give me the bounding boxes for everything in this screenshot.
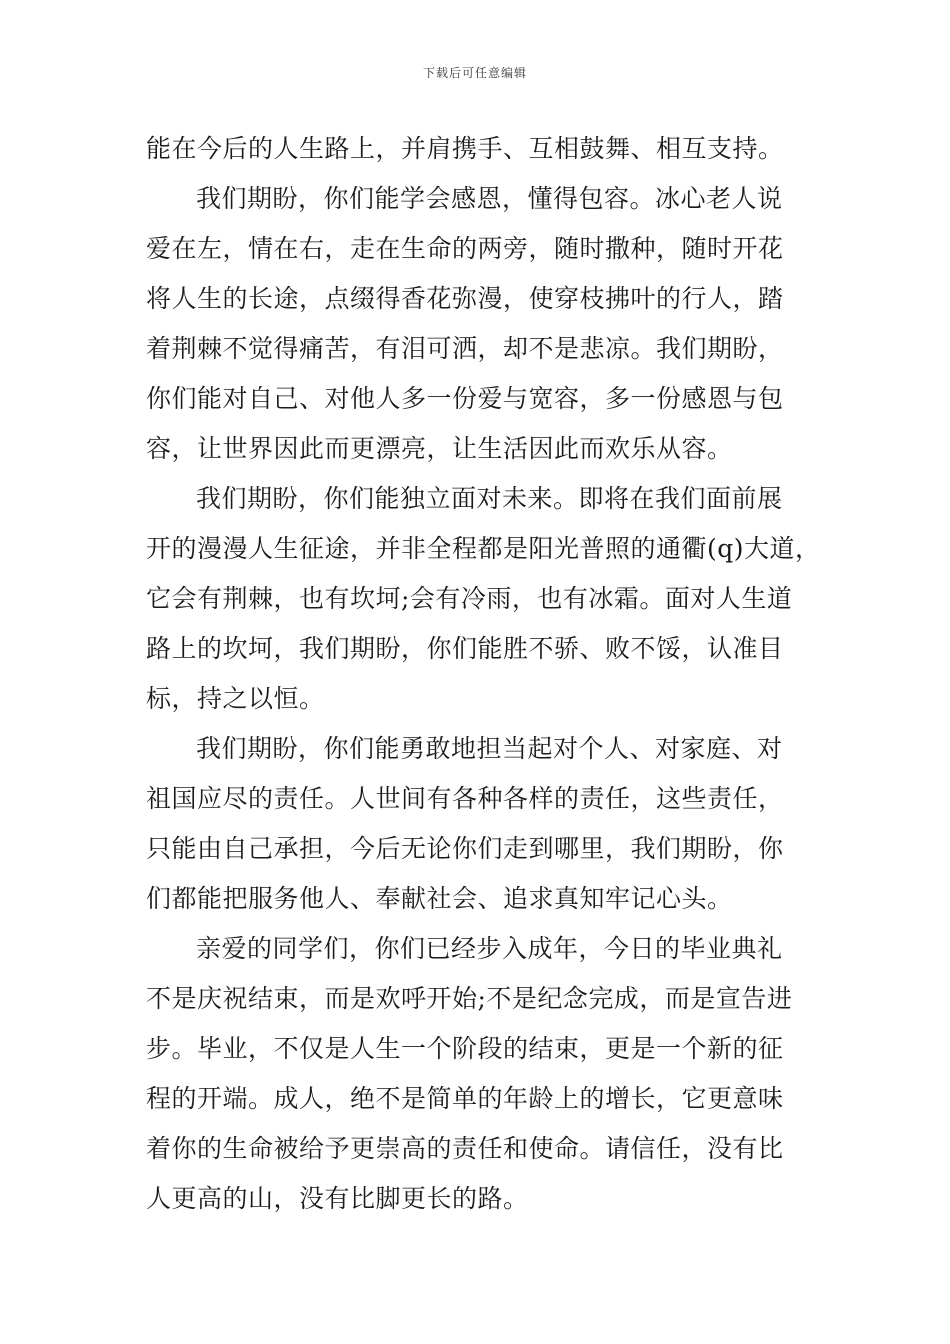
text-line: 我们期盼，你们能独立面对未来。即将在我们面前展 <box>196 484 783 513</box>
text-line: 人更高的山，没有比脚更长的路。 <box>146 1184 529 1213</box>
text-line: 们都能把服务他人、奉献社会、追求真知牢记心头。 <box>146 884 733 913</box>
text-line: 路上的坎坷，我们期盼，你们能胜不骄、败不馁，认准目 <box>146 634 784 663</box>
text-line: 着你的生命被给予更崇高的责任和使命。请信任，没有比 <box>146 1134 784 1163</box>
paragraph <box>146 124 806 174</box>
text-line: 只能由自己承担，今后无论你们走到哪里，我们期盼，你 <box>146 834 784 863</box>
page-header: 下载后可任意编辑 <box>422 66 527 80</box>
text-line: 祖国应尽的责任。人世间有各种各样的责任，这些责任， <box>146 784 784 813</box>
text-line: 我们期盼，你们能勇敢地担当起对个人、对家庭、对 <box>196 734 783 763</box>
text-line: 着荆棘不觉得痛苦，有泪可洒，却不是悲凉。我们期盼， <box>146 334 784 363</box>
paragraph <box>146 724 806 924</box>
text-line: 亲爱的同学们，你们已经步入成年，今日的毕业典礼 <box>196 934 783 963</box>
document-body <box>146 124 821 1224</box>
paragraph <box>146 174 806 474</box>
paragraph <box>146 474 821 724</box>
paragraph <box>146 924 806 1224</box>
text-line: 不是庆祝结束，而是欢呼开始;不是纪念完成，而是宣告进 <box>146 984 793 1013</box>
text-line: 能在今后的人生路上，并肩携手、互相鼓舞、相互支持。 <box>146 134 784 163</box>
text-line: 将人生的长途，点缀得香花弥漫，使穿枝拂叶的行人，踏 <box>146 284 784 313</box>
text-line: 容，让世界因此而更漂亮，让生活因此而欢乐从容。 <box>146 434 733 463</box>
text-line: 你们能对自己、对他人多一份爱与宽容，多一份感恩与包 <box>146 384 784 413</box>
text-line: 标，持之以恒。 <box>146 684 325 713</box>
text-line: 步。毕业，不仅是人生一个阶段的结束，更是一个新的征 <box>146 1034 784 1063</box>
text-line: 爱在左，情在右，走在生命的两旁，随时撒种，随时开花 <box>146 234 784 263</box>
text-line: 开的漫漫人生征途，并非全程都是阳光普照的通衢(q)大道， <box>146 534 821 563</box>
text-line: 程的开端。成人，绝不是简单的年龄上的增长，它更意味 <box>146 1084 784 1113</box>
text-line: 我们期盼，你们能学会感恩，懂得包容。冰心老人说 <box>196 184 783 213</box>
text-line: 它会有荆棘，也有坎坷;会有冷雨，也有冰霜。面对人生道 <box>146 584 793 613</box>
